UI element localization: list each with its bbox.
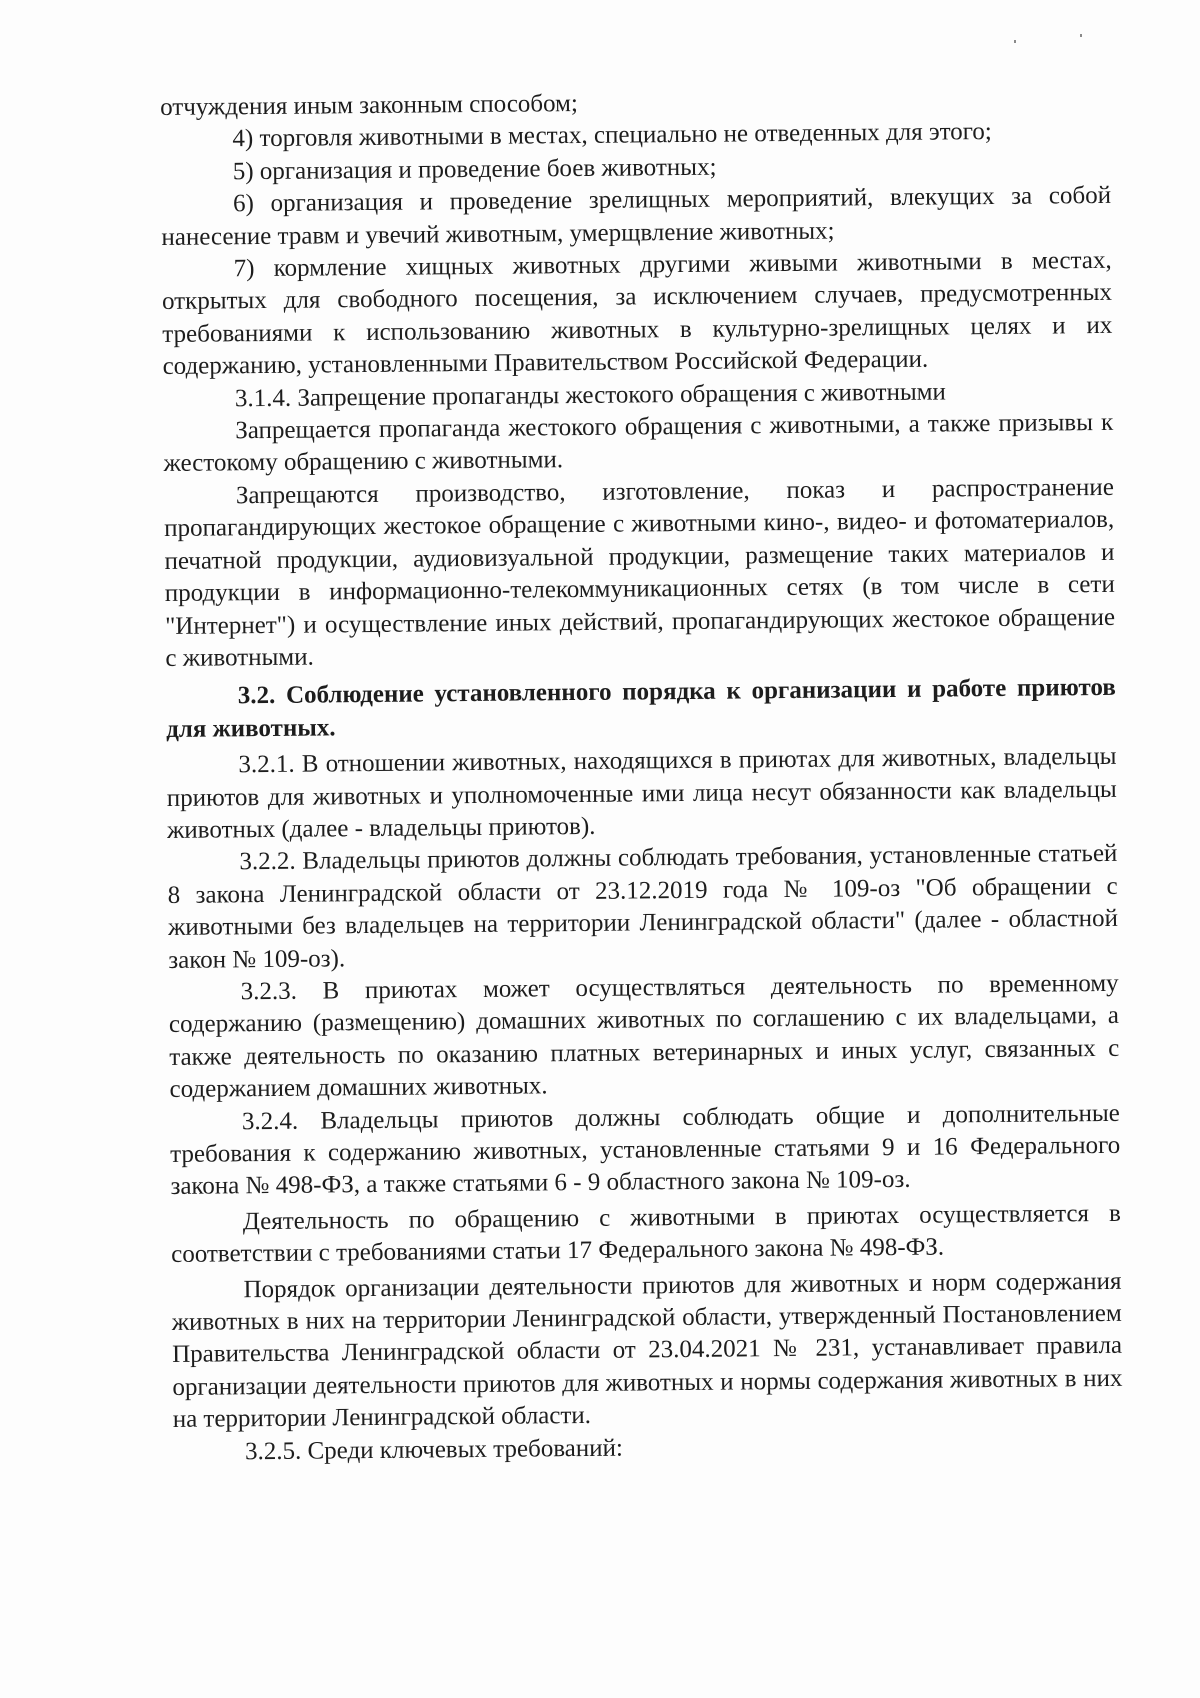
section-3-2-1: 3.2.1. В отношении животных, находящихся в приютах для животных, владельцы приютов для животных и уполномоченные ими лица несут обязанности как владельцы животных (далее - владельцы приютов). <box>166 742 1117 844</box>
document-body <box>160 83 1123 1469</box>
paragraph-activity-requirements: Деятельность по обращению с животными в приютах осуществляется в соответствии с требованиями статьи 17 Федерального закона № 498-ФЗ. <box>171 1199 1121 1269</box>
section-3-2-5: 3.2.5. Среди ключевых требований: <box>244 1434 624 1465</box>
paragraph-shelter-procedure: Порядок организации деятельности приютов для животных и норм содержания животных в них на территории Ленинградской области, утвержденный Постановлением Правительства Ленинградской области от 23.04.2021 № 231, устанавливает правила организации деятельности приютов для животных и нормы содержания животных в них на территории Ленинградской области. <box>171 1267 1123 1434</box>
list-item-4: 4) торговля животными в местах, специально не отведенных для этого; <box>232 118 992 153</box>
section-3-1-4-title: 3.1.4. Запрещение пропаганды жестокого обращения с животными <box>234 378 946 412</box>
paragraph-materials-ban: Запрещаются производство, изготовление, показ и распространение пропагандирующих жестокое обращение с животными кино-, видео- и фотоматериалов, печатной продукции, аудиовизуальной продукции, размещение таких материалов и продукции в информационно-телекоммуникационных сетях (в том числе в сети "Интернет") и осуществление иных действий, пропагандирующих жестокое обращение с животными. <box>164 473 1116 672</box>
scan-speck <box>1014 40 1016 43</box>
section-3-2-2: 3.2.2. Владельцы приютов должны соблюдать требования, установленные статьей 8 закона Ленинградской области от 23.12.2019 года № 109-оз "Об обращении с животными без владельцев на территории Ленинградской области" (далее - областной закон № 109-оз). <box>167 840 1119 974</box>
scan-speck <box>1080 34 1082 37</box>
section-3-2-3: 3.2.3. В приютах может осуществляться деятельность по временному содержанию (размещению) домашних животных по соглашению с их владельцами, а также деятельность по оказанию платных ветеринарных и иных услуг, связанных с содержанием домашних животных. <box>168 969 1120 1104</box>
list-item-6: 6) организация и проведение зрелищных мероприятий, влекущих за собой нанесение травм и увечий животным, умерщвление животных; <box>161 182 1112 251</box>
section-3-2-4: 3.2.4. Владельцы приютов должны соблюдать общие и дополнительные требования к содержанию животных, установленные статьями 9 и 16 Федерального закона № 498-ФЗ, а также статьями 6 - 9 областного закона № 109-оз. <box>170 1099 1121 1201</box>
paragraph-propaganda-ban: Запрещается пропаганда жестокого обращения с животными, а также призывы к жестокому обращению с животными. <box>163 408 1114 478</box>
paragraph-continuation: отчуждения иным законным способом; <box>160 89 579 121</box>
list-item-7: 7) кормление хищных животных другими живыми животными в местах, открытых для свободного посещения, за исключением случаев, предусмотренных требованиями к использованию животных в культурно-зрелищных целях и их содержанию, установленными Правительством Российской Федерации. <box>161 246 1113 381</box>
section-3-2-heading: 3.2. Соблюдение установленного порядка к организации и работе приютов для животных. <box>165 674 1116 743</box>
list-item-5: 5) организация и проведение боев животных; <box>232 153 717 186</box>
